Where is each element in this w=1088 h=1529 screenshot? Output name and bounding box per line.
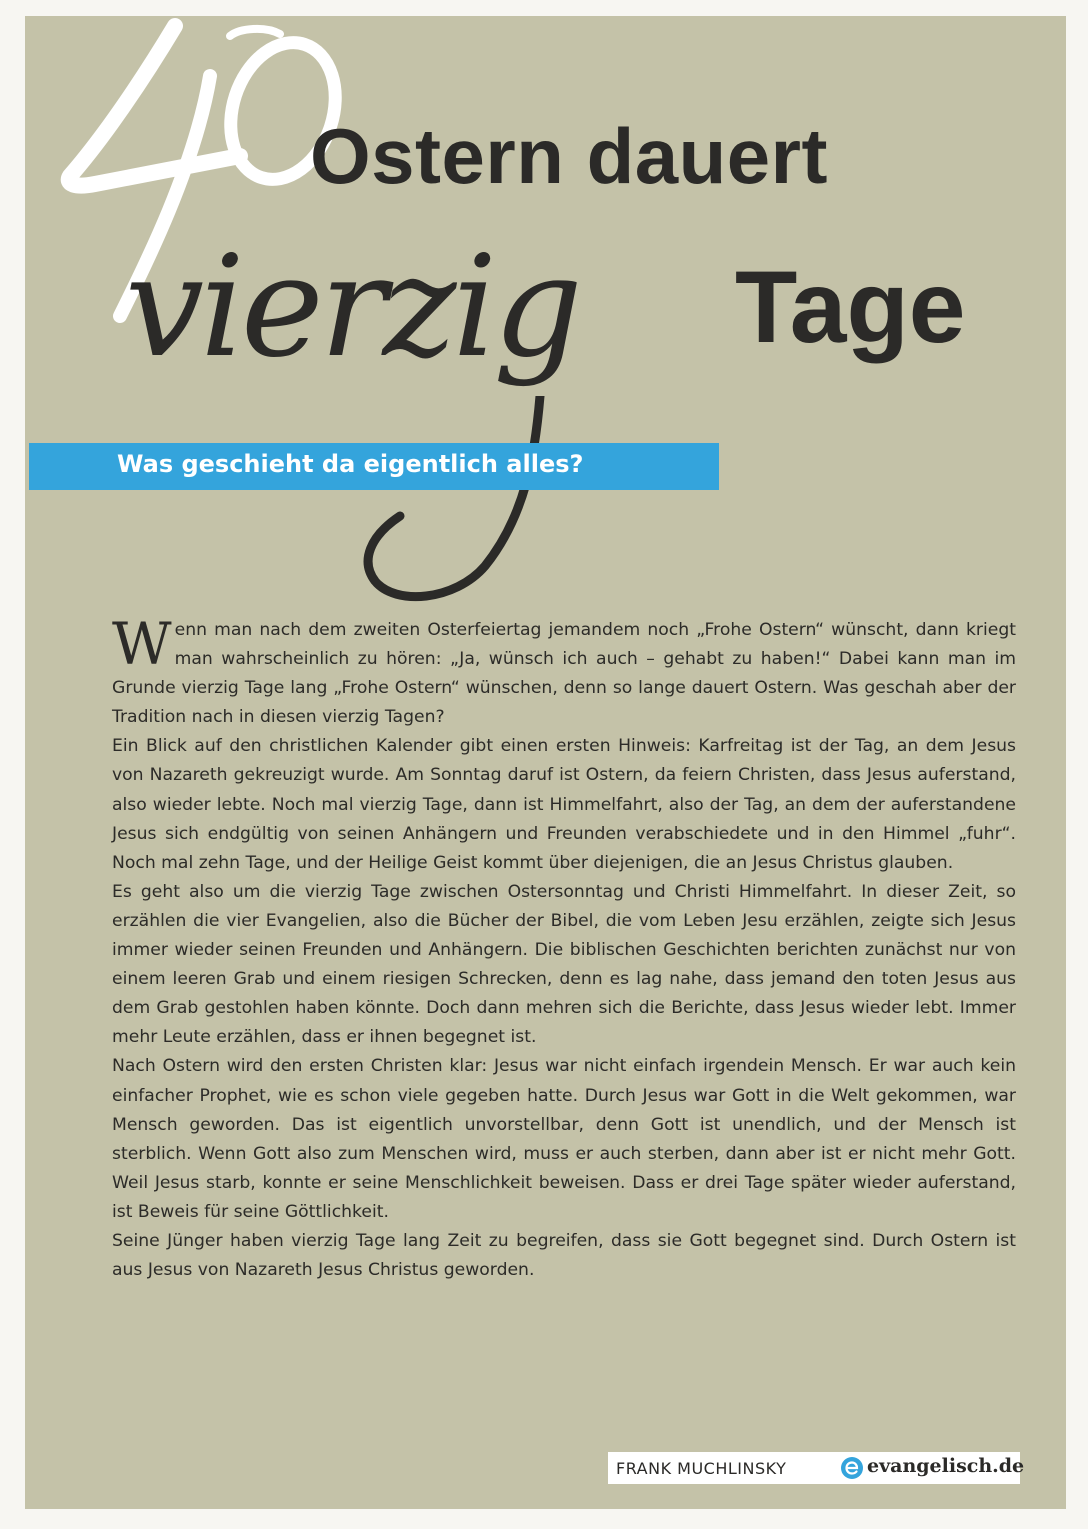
article-body (112, 610, 1016, 1285)
paragraph: Seine Jünger haben vierzig Tage lang Zeit zu begreifen, dass sie Gott begegnet sind. Durch Ostern ist aus Jesus von Nazareth Jesus Christus geworden. (112, 1230, 1016, 1281)
headline-line1: Ostern dauert (310, 112, 828, 200)
drop-cap: W (112, 610, 172, 678)
paragraph: Nach Ostern wird den ersten Christen klar: Jesus war nicht einfach irgendein Mensch. Er war auch kein einfacher Prophet, wie es schon viele gegeben hatte. Durch Jesus war Gott in die Welt gekommen, war Mensch geworden. Das ist eigentlich unvorstellbar, denn Gott ist unendlich, und der Mensch ist sterblich. Wenn Gott also zum Menschen wird, muss er auch sterben, dann aber ist er nicht mehr Gott. Weil Jesus starb, konnte er seine Menschlichkeit beweisen. Dass er drei Tage später wieder auferstand, ist Beweis für seine Göttlichkeit. (112, 1056, 1016, 1222)
paragraph: Es geht also um die vierzig Tage zwischen Ostersonntag und Christi Himmelfahrt. In dieser Zeit, so erzählen die vier Evangelien, also die Bücher der Bibel, die vom Leben Jesu erzählen, zeigte sich Jesus immer wieder seinen Freunden und Anhängern. Die biblischen Geschichten berichten zunächst nur von einem leeren Grab und einem riesigen Schrecken, denn es lag nahe, dass jemand den toten Jesus aus dem Grab gestohlen haben könnte. Doch dann mehren sich die Berichte, dass Jesus wieder lebt. Immer mehr Leute erzählen, dass er ihnen begegnet ist. (112, 881, 1016, 1048)
headline-script-word: vierzig (125, 226, 579, 389)
paragraph: Ein Blick auf den christlichen Kalender gibt einen ersten Hinweis: Karfreitag ist der Tag, an dem Jesus von Nazareth gekreuzigt wurde. Am Sonntag daruf ist Ostern, da feiern Christen, dass Jesus auferstand, also wieder lebte. Noch mal vierzig Tage, dann ist Himmelfahrt, also der Tag, an dem der auferstandene Jesus sich endgültig von seinen Anhängern und Freunden verabschiedete und in den Himmel „fuhr“. Noch mal zehn Tage, und der Heilige Geist kommt über diejenigen, die an Jesus Christus glauben. (112, 736, 1016, 873)
subtitle: Was geschieht da eigentlich alles? (117, 450, 584, 478)
site-logo-text[interactable]: evangelisch.de (867, 1455, 1025, 1477)
article-page (25, 16, 1066, 1509)
evangelisch-e-icon (840, 1456, 864, 1480)
paragraph (112, 610, 1016, 732)
subtitle-banner (29, 443, 719, 490)
author-name: FRANK MUCHLINSKY (616, 1459, 787, 1478)
credit-bar (608, 1452, 1025, 1484)
paragraph-text: enn man nach dem zweiten Osterfeiertag jemandem noch „Frohe Ostern“ wünscht, dann kriegt man wahrscheinlich zu hören: „Ja, wünsch ich auch – gehabt zu haben!“ Dabei kann man im Grunde vierzig Tage lang „Frohe Ostern“ wünschen, denn so lange dauert Ostern. Was geschah aber der Tradition nach in diesen vierzig Tagen? (112, 620, 1016, 728)
headline-line2: Tage (735, 250, 966, 364)
script-descender-flourish (325, 396, 585, 606)
